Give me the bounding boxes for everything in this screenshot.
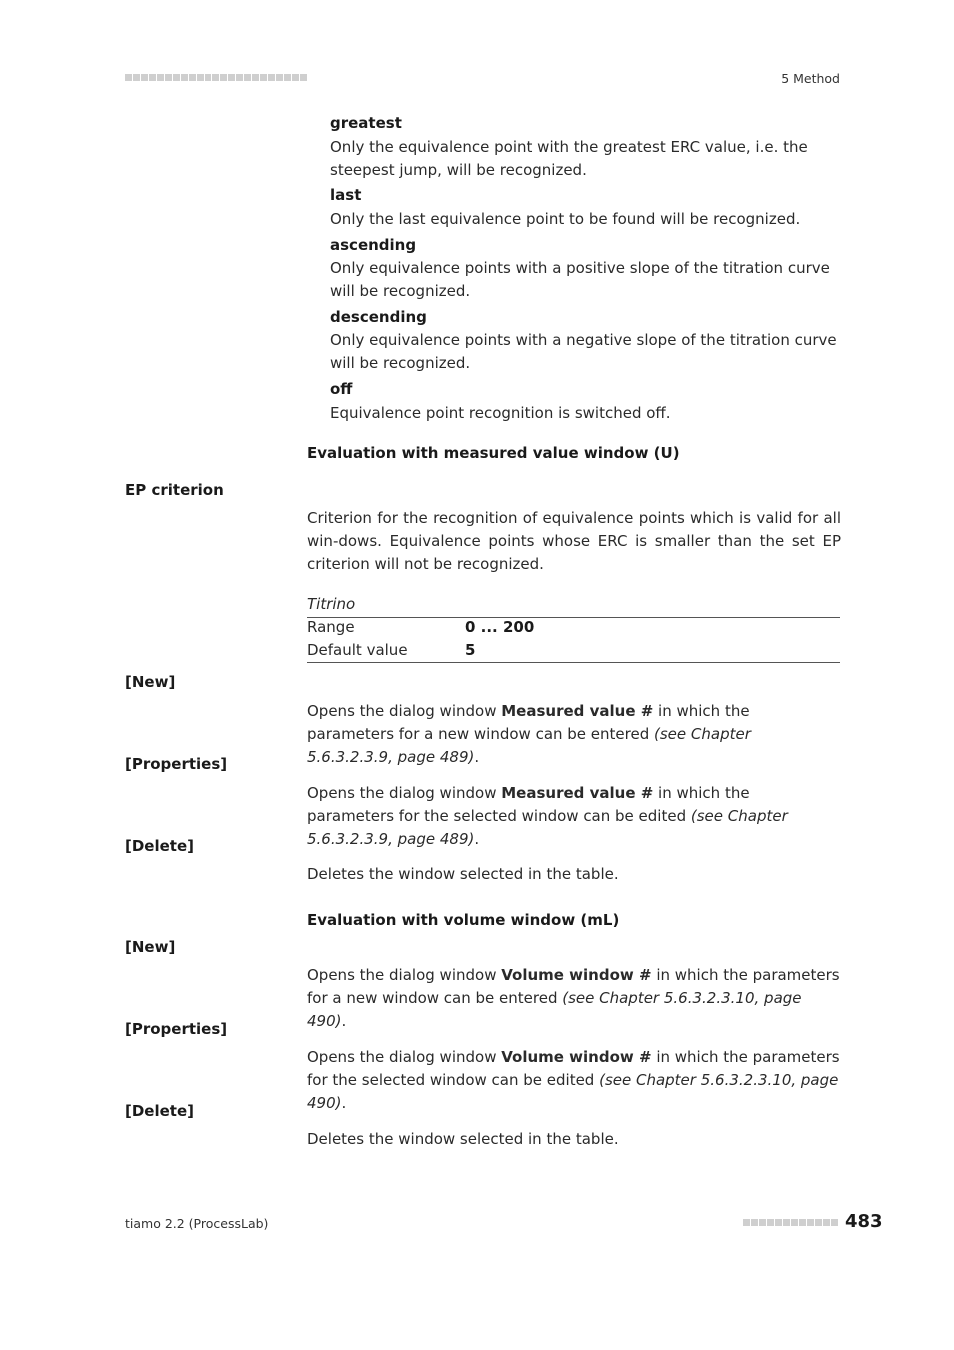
properties-button-term: [Properties] [125, 755, 228, 773]
new-desc: Opens the dialog window Measured value # in which the parameters for a new window can be entered (see Chapter 5.6.3.2.3.9, page 489). [307, 702, 751, 766]
range-label: Range [307, 618, 355, 636]
properties-volume-desc: Opens the dialog window Volume window # in which the parameters for the selected window can be edited (see Chapter 5.6.3.2.3.10, page 490). [307, 1048, 840, 1112]
default-value-label: Default value [307, 641, 408, 659]
table-bottom-rule [307, 662, 840, 663]
term-greatest: greatest [330, 114, 402, 132]
term-off: off [330, 380, 353, 398]
ep-criterion-desc: Criterion for the recognition of equivalence points which is valid for all win-dows. Equivalence points whose ERC is smaller than the set EP criterion will not be recognized. [307, 509, 841, 573]
table-top-rule [307, 617, 840, 618]
default-value: 5 [465, 641, 476, 659]
running-header: 5 Method [781, 71, 840, 86]
section-heading-volume: Evaluation with volume window (mL) [307, 911, 620, 929]
new-volume-button-term: [New] [125, 938, 176, 956]
page-number: 483 [845, 1211, 883, 1232]
term-descending: descending [330, 308, 427, 326]
section-heading-measured-value: Evaluation with measured value window (U) [307, 444, 680, 462]
properties-desc: Opens the dialog window Measured value # in which the parameters for the selected window can be edited (see Chapter 5.6.3.2.3.9, page 489). [307, 784, 788, 848]
delete-desc: Deletes the window selected in the table. [307, 865, 619, 883]
properties-volume-button-term: [Properties] [125, 1020, 228, 1038]
header-decoration [125, 73, 307, 83]
new-button-term: [New] [125, 673, 176, 691]
delete-volume-desc: Deletes the window selected in the table. [307, 1130, 619, 1148]
footer-decoration [743, 1218, 838, 1226]
desc-off: Equivalence point recognition is switched off. [330, 404, 671, 422]
desc-greatest: Only the equivalence point with the greatest ERC value, i.e. the steepest jump, will be recognized. [330, 138, 808, 179]
desc-ascending: Only equivalence points with a positive slope of the titration curve will be recognized. [330, 259, 830, 300]
delete-volume-button-term: [Delete] [125, 1102, 194, 1120]
footer-product: tiamo 2.2 (ProcessLab) [125, 1216, 269, 1231]
delete-button-term: [Delete] [125, 837, 194, 855]
desc-descending: Only equivalence points with a negative slope of the titration curve will be recognized. [330, 331, 837, 372]
term-last: last [330, 186, 362, 204]
new-volume-desc: Opens the dialog window Volume window # in which the parameters for a new window can be entered (see Chapter 5.6.3.2.3.10, page 490). [307, 966, 840, 1030]
ep-criterion-term: EP criterion [125, 481, 224, 499]
table-caption: Titrino [307, 595, 356, 613]
range-value: 0 ... 200 [465, 618, 535, 636]
term-ascending: ascending [330, 236, 417, 254]
desc-last: Only the last equivalence point to be found will be recognized. [330, 210, 801, 228]
